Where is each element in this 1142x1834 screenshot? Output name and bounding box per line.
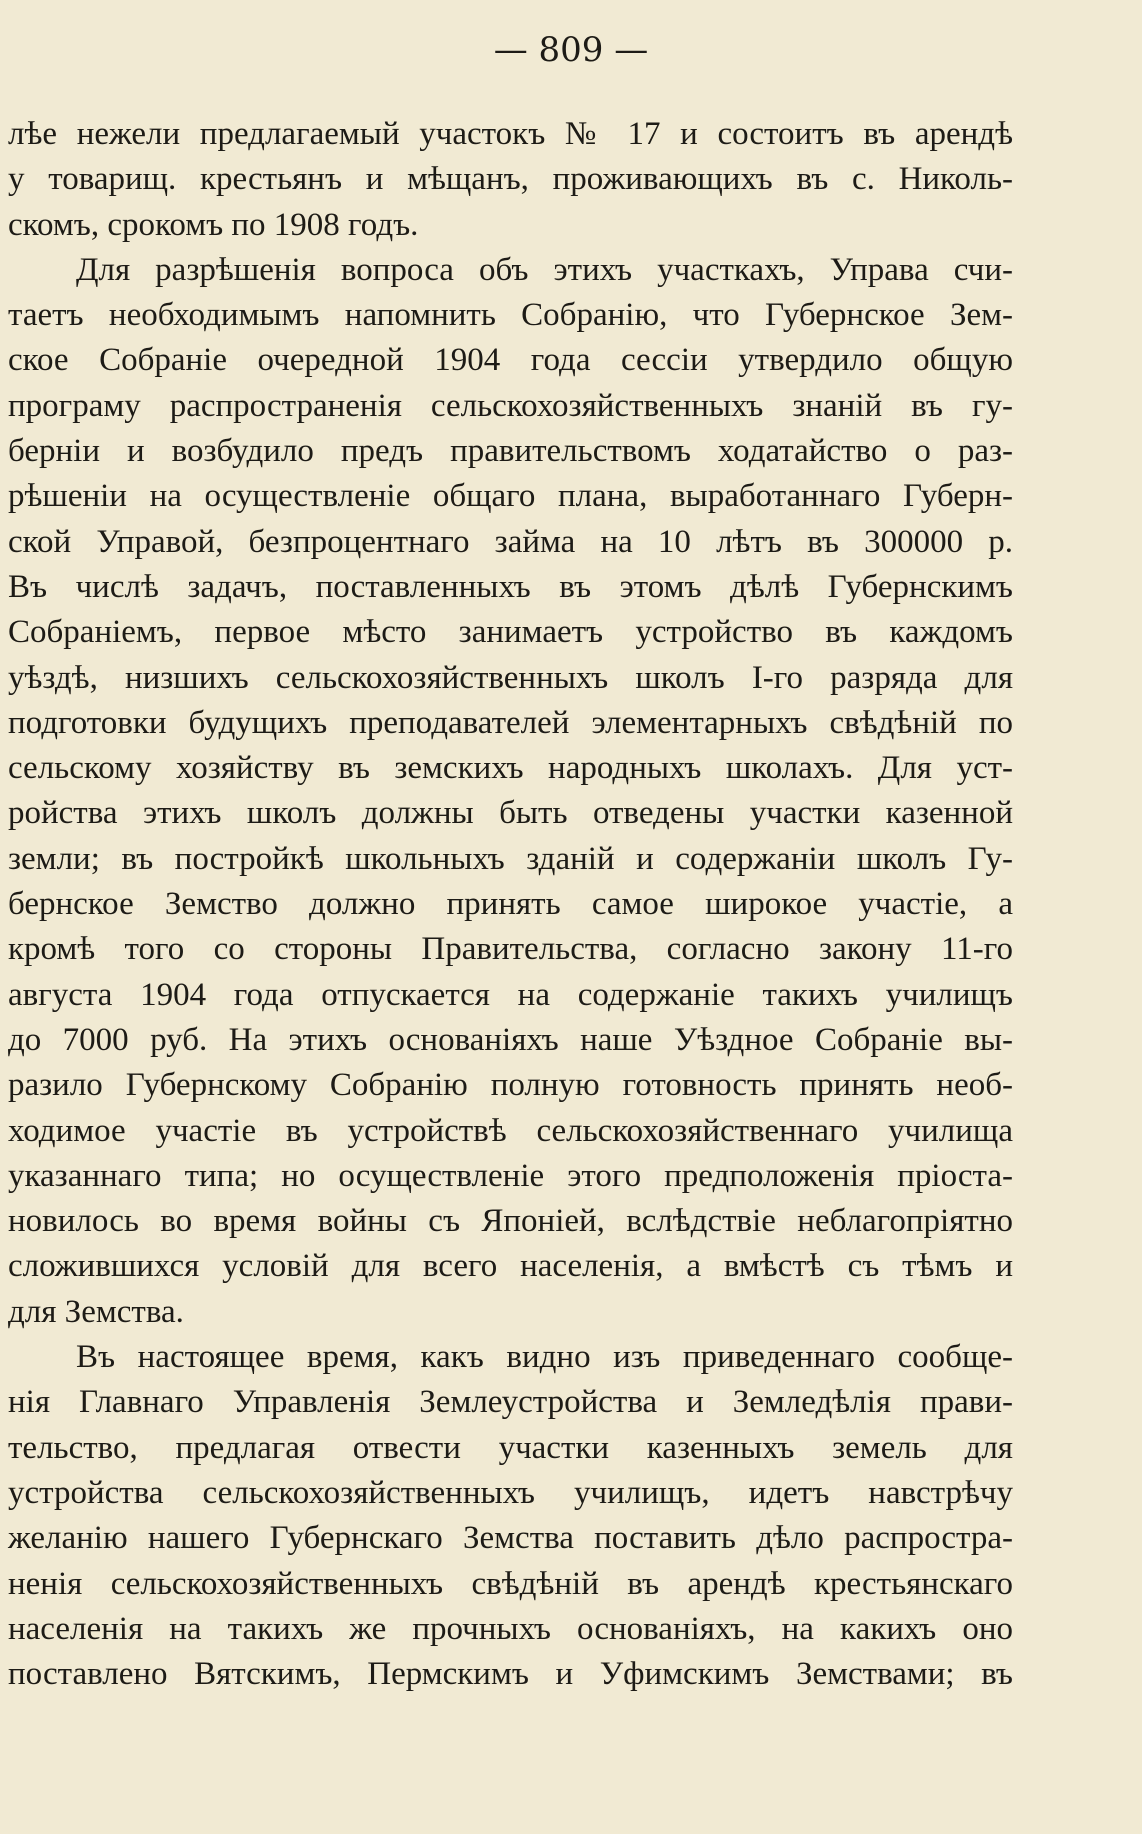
text-line: Для разрѣшенія вопроса объ этихъ участкахъ, Управа счи-	[76, 251, 1013, 288]
text-line: кромѣ того со стороны Правительства, согласно закону 11-го	[8, 931, 1013, 968]
page-number: — 809 —	[493, 30, 649, 70]
text-line: поставлено Вятскимъ, Пермскимъ и Уфимскимъ Земствами; въ	[8, 1656, 1013, 1693]
text-line: до 7000 руб. На этихъ основаніяхъ наше Уѣздное Собраніе вы-	[8, 1021, 1013, 1058]
text-line: разило Губернскому Собранію полную готовность принять необ-	[8, 1067, 1013, 1104]
text-line: ской Управой, безпроцентнаго займа на 10 лѣтъ въ 300000 р.	[8, 523, 1013, 560]
text-line: Въ настоящее время, какъ видно изъ приведеннаго сообще-	[76, 1339, 1013, 1376]
text-line: скомъ, срокомъ по 1908 годъ.	[8, 206, 419, 243]
text-line: устройства сельскохозяйственныхъ училищъ, идетъ навстрѣчу	[8, 1474, 1013, 1511]
text-line: указаннаго типа; но осуществленіе этого предположенія пріоста-	[8, 1157, 1013, 1194]
text-line: сельскому хозяйству въ земскихъ народныхъ школахъ. Для уст-	[8, 750, 1013, 787]
text-line: таетъ необходимымъ напомнить Собранію, что Губернское Зем-	[8, 297, 1013, 334]
text-line: для Земства.	[8, 1293, 184, 1330]
text-line: желанію нашего Губернскаго Земства поставить дѣло распростра-	[8, 1520, 1013, 1557]
text-line: ненія сельскохозяйственныхъ свѣдѣній въ арендѣ крестьянскаго	[8, 1565, 1013, 1602]
text-line: ское Собраніе очередной 1904 года сессіи утвердило общую	[8, 342, 1013, 379]
text-line: лѣе нежели предлагаемый участокъ № 17 и состоитъ въ арендѣ	[8, 116, 1013, 152]
text-line: подготовки будущихъ преподавателей элементарныхъ свѣдѣній по	[8, 704, 1013, 741]
text-line: тельство, предлагая отвести участки казенныхъ земель для	[8, 1429, 1013, 1466]
text-line: населенія на такихъ же прочныхъ основаніяхъ, на какихъ оно	[8, 1610, 1013, 1647]
text-line: Собраніемъ, первое мѣсто занимаетъ устройство въ каждомъ	[8, 614, 1013, 651]
text-line: берніи и возбудило предъ правительствомъ ходатайство о раз-	[8, 433, 1013, 470]
text-line: нія Главнаго Управленія Землеустройства и Земледѣлія прави-	[8, 1384, 1013, 1421]
text-line: ройства этихъ школъ должны быть отведены участки казенной	[8, 795, 1013, 832]
text-line: уѣздѣ, низшихъ сельскохозяйственныхъ школъ I-го разряда для	[8, 659, 1013, 696]
text-line: августа 1904 года отпускается на содержаніе такихъ училищъ	[8, 976, 1013, 1013]
text-line: земли; въ постройкѣ школьныхъ зданій и содержаніи школъ Гу-	[8, 840, 1013, 877]
text-line: сложившихся условій для всего населенія, а вмѣстѣ съ тѣмъ и	[8, 1248, 1013, 1285]
text-line: програму распространенія сельскохозяйственныхъ знаній въ гу-	[8, 387, 1013, 424]
text-line: ходимое участіе въ устройствѣ сельскохозяйственнаго училища	[8, 1112, 1013, 1149]
body-text	[8, 112, 1013, 1697]
text-line: рѣшеніи на осуществленіе общаго плана, выработаннаго Губерн-	[8, 478, 1013, 515]
text-line: новилось во время войны съ Японіей, вслѣдствіе неблагопріятно	[8, 1203, 1013, 1240]
text-line: бернское Земство должно принять самое широкое участіе, а	[8, 886, 1013, 923]
text-line: у товарищ. крестьянъ и мѣщанъ, проживающихъ въ с. Николь-	[8, 161, 1013, 198]
text-line: Въ числѣ задачъ, поставленныхъ въ этомъ дѣлѣ Губернскимъ	[8, 568, 1013, 605]
